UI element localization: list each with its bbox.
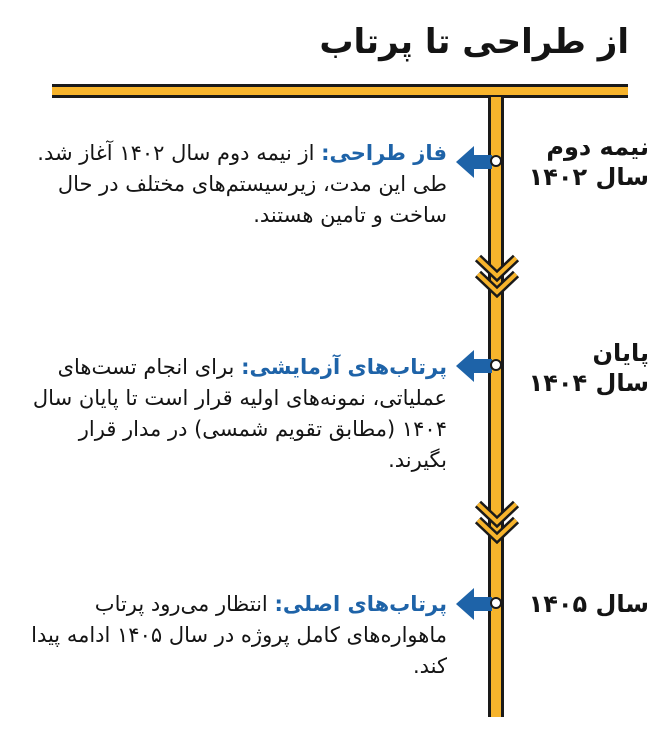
timeline-dot (490, 597, 502, 609)
page-title: از طراحی تا پرتاب (319, 22, 629, 62)
timeline-dot (490, 359, 502, 371)
down-chevron-icon (474, 500, 520, 544)
timeline-date (519, 589, 649, 619)
date-line: پایان (592, 339, 649, 367)
phase-text: انتظار می‌رود پرتاب ماهواره‌های کامل پروژه در سال ۱۴۰۵ ادامه پیدا کند. (31, 592, 447, 678)
date-line: نیمه دوم (546, 133, 649, 161)
timeline-date (519, 132, 649, 192)
phase-heading: پرتاب‌های اصلی: (274, 592, 447, 616)
timeline-description (27, 138, 447, 231)
timeline-line (488, 97, 504, 717)
phase-heading: پرتاب‌های آزمایشی: (241, 355, 447, 379)
date-line: سال ۱۴۰۲ (528, 163, 649, 191)
phase-text: برای انجام تست‌های عملیاتی، نمونه‌های اولیه قرار است تا پایان سال ۱۴۰۴ (مطابق تقویم شمسی) در مدار قرار بگیرند. (32, 355, 447, 472)
timeline-dot (490, 155, 502, 167)
pointer-arrow-icon (454, 142, 494, 182)
phase-text: از نیمه دوم سال ۱۴۰۲ آغاز شد. طی این مدت، زیرسیستم‌های مختلف در حال ساخت و تامین هستند. (37, 141, 447, 227)
date-line: سال ۱۴۰۵ (528, 590, 649, 618)
date-line: سال ۱۴۰۴ (528, 369, 649, 397)
timeline-date (519, 338, 649, 398)
timeline-description (27, 352, 447, 476)
pointer-arrow-icon (454, 584, 494, 624)
phase-heading: فاز طراحی: (321, 141, 447, 165)
header-rule (52, 84, 628, 98)
pointer-arrow-icon (454, 346, 494, 386)
down-chevron-icon (474, 254, 520, 298)
timeline-description (27, 589, 447, 682)
